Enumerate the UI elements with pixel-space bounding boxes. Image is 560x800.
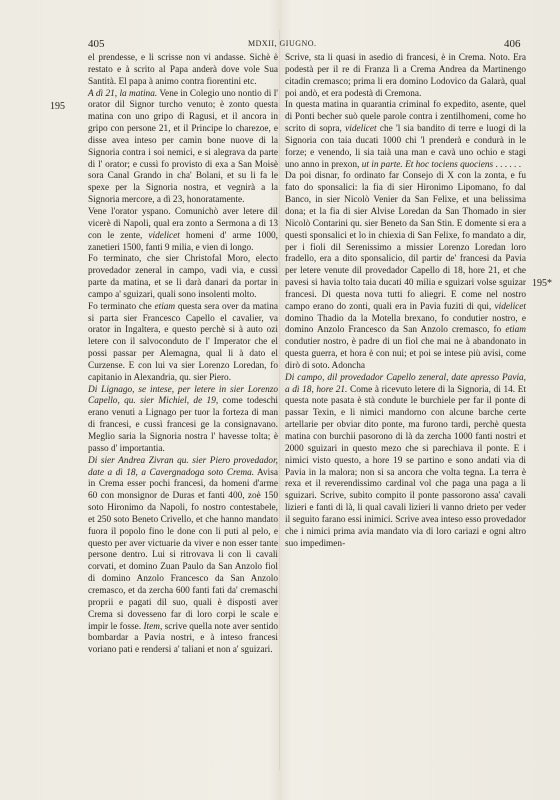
book-gutter bbox=[279, 30, 280, 770]
paragraph: Da poi disnar, fo ordinato far Consejo di X con la zonta, e fu fato do sponsalici: la fia di sier Hironimo Lipomano, fo dal Banco, in sier Nicolò Venier da San Felixe, et una belissima dona; et la fia di sier Alvise Loredan da San Thomado in sier Nicolò Contarini qu. sier Beneto da San Stin. E domente si era a questi sponsalici et lo in chiexia di San Felixe, fo mandato a dir, per i fioli dil Serenissimo a missier Lorenzo Loredan loro fradello, era a dito sponsalicio, dil partir de' francesi da Pavia per letere venute dil provedador Capello di 18, hore 21, et che pavesi si havia tolto taia ducati 40 milia e sguizari volse sguizar francesi. Di questa nova tutti fo aliegri. E come nel nostro campo erano do zonti, quali era in Pavia fuziti di qui, videlicet domino Thadio da la Motella brexano, fo condutier nostro, e domino Anzolo Francesco da San Anzolo cremasco, fo etiam condutier nostro, è padre di un fiol che mai ne à abandonato in questa guerra, et hora è con nui; et poi se intese più avisi, come dirò di soto. Adoncha bbox=[285, 171, 526, 371]
letter-heading: Di campo, dil provedador Capello zeneral, date apresso Pavia, a dì 18, hore 21. bbox=[285, 372, 526, 395]
margin-number-left: 195 bbox=[50, 101, 65, 112]
paragraph: Fo terminato, che sier Christofal Moro, electo provedador zeneral in campo, vadi via, e cussì parte da matina, et se li darà danari da portar in campo a' sguizari, quali sono insolenti molto. bbox=[88, 254, 278, 300]
running-title: MDXII, GIUGNO. bbox=[248, 39, 317, 48]
letter-heading: Di sier Andrea Zivran qu. sier Piero provedador, date a dì 18, a Cavergnadoga soto Crema. bbox=[88, 455, 278, 478]
page-number-left: 405 bbox=[88, 38, 105, 50]
page-number-right: 406 bbox=[504, 38, 521, 50]
paragraph: Vene l'orator yspano. Comunichò aver letere dil vicerè di Napoli, qual era zonto a Sermona a dì 13 con le zente, videlicet homeni d' arme 1000, zanetieri 1500, fanti 9 milia, e vien di longo. bbox=[88, 206, 278, 253]
paragraph: Fo terminato che etiam questa sera over da matina si parta sier Francesco Capello el cavalier, va orator in Ingaltera, e questo perchè si à auto ozi letere con il salvoconduto de l' Imperator che el possi passar per Alemagna, qual li à dato el Curzense. E con lui va sier Lorenzo Loredan, fo capitanio in Alexandria, qu. sier Piero. bbox=[88, 301, 278, 383]
paragraph: Di campo, dil provedador Capello zeneral, date apresso Pavia, a dì 18, hore 21. Come à ricevuto letere di la Signoria, di 14. Et questa note pasata è stà condute le burchiele per far il ponte di passar Texin, e li nimici mandorno con alcune barche certe artellarie per obviar dito ponte, ma furono tardi, perchè questa matina con burchii pasorono di là da zercha 1000 fanti nostri et 2000 sguizari in questo mezo che si parechiava il ponte. E i nimici visto questo, a hore 19 se partino e sono andati via di Pavia in la malora; non si sa ancora che volta tegna. La terra è rexa et il reverendissimo cardinal vol che paga una paga a li sguizari. Scrive, subito compito il ponte passorono assa' cavali lizieri e fanti di là, li qual cavali lizieri li vanno drieto per veder il seguito farano essi inimici. Scrive avea inteso esso provedador che i nimici prima avia mandato via di loro cariazi e ogni altro suo impedimen- bbox=[285, 372, 527, 549]
date-heading: A dì 21, la matina. bbox=[88, 88, 158, 99]
left-column bbox=[88, 53, 278, 657]
paragraph: el prendesse, e li scrisse non vi andasse. Sichè è restato e à scrito al Papa anderà dove vole Sua Santità. El papa à animo contra fiorentini etc. bbox=[88, 53, 278, 87]
right-column bbox=[285, 53, 526, 550]
paragraph: Di Lignago, se intese, per letere in sier Lorenzo Capello, qu. sier Michiel, de 19, come todeschi erano venuti a Lignago per tuor la forteza di man di francesi, e cussì francesi ge la consignavano. Meglio saria la Signoria nostra l' havesse tolta; è passo d' importantia. bbox=[88, 384, 278, 454]
letter-heading: Di Lignago, se intese, per letere in sier Lorenzo Capello, qu. sier Michiel, de 19, bbox=[88, 384, 278, 407]
paragraph: Di sier Andrea Zivran qu. sier Piero provedador, date a dì 18, a Cavergnadoga soto Crema. Avisa in Crema esser pochi francesi, da homeni d'arme 60 con monsignor de Duras et fanti 400, zoè 150 soto Hironimo da Napoli, fo nostro contestabele, et 250 soto Beneto Crivello, et che hanno mandato fuora il popolo fino le done con li puti al pelo, e questo per aver victuarie da viver e non esser tante persone dentro. Lui si ritrovava li con li cavali corvati, et domino Zuan Paulo da San Anzolo fiol di domino Anzolo Francesco da San Anzolo cremasco, et da zercha 600 fanti fati da' cremaschi proprii e pagati dil suo, quali è disposti aver Crema si dovesseno far di loro corpi le scale e impir le fosse. Item, scrive quella note aver sentido bombardar a Pavia nostri, e à inteso francesi voriano pati e rendersi a' taliani et non a' sguizari. bbox=[88, 455, 279, 656]
paragraph: A dì 21, la matina. Vene in Colegio uno nontio di l' orator dil Signor turcho venuto; è zonto questa matina con uno gripo di Ragusi, et il ancora in gripo con persone 21, et il Principe lo charezoe, e disse avea inteso per camin bone nuove di la Signoria contra i soi nemici, e si alegrava da parte di l' orator; e cussì fo provisto di exa a San Moisè sora Canal Grando in cha' Bolani, et su li fa le spexe per la Signoria nostra, et vegnirà a la Signoria mercore, a dì 23, honoratamente. bbox=[88, 88, 278, 206]
paragraph: Scrive, sta li quasi in asedio di francesi, è in Crema. Noto. Era podestà per il re di Franza lì a Crema Andrea da Martinengo citadin cremasco; prima li era domino Lodovico da Galarà, qual poi andò, et era podestà di Cremona. bbox=[285, 53, 526, 99]
paragraph: In questa matina in quarantia criminal fo expedito, asente, quel di Ponti becher suò quele parole contra i zentilhomeni, come ho scrito di sopra, videlicet che 'l sia bandito di terre e luogi di la Signoria con taia ducati 1000 chi 'l prenderà e condurà in le forze; e venendo, li sia taià una man e cavà uno ochio e stagi uno anno in prexon, ut in parte. Et hoc tociens quociens . . . . . . bbox=[285, 100, 526, 170]
running-header bbox=[0, 38, 560, 52]
margin-number-right: 195* bbox=[532, 278, 552, 289]
